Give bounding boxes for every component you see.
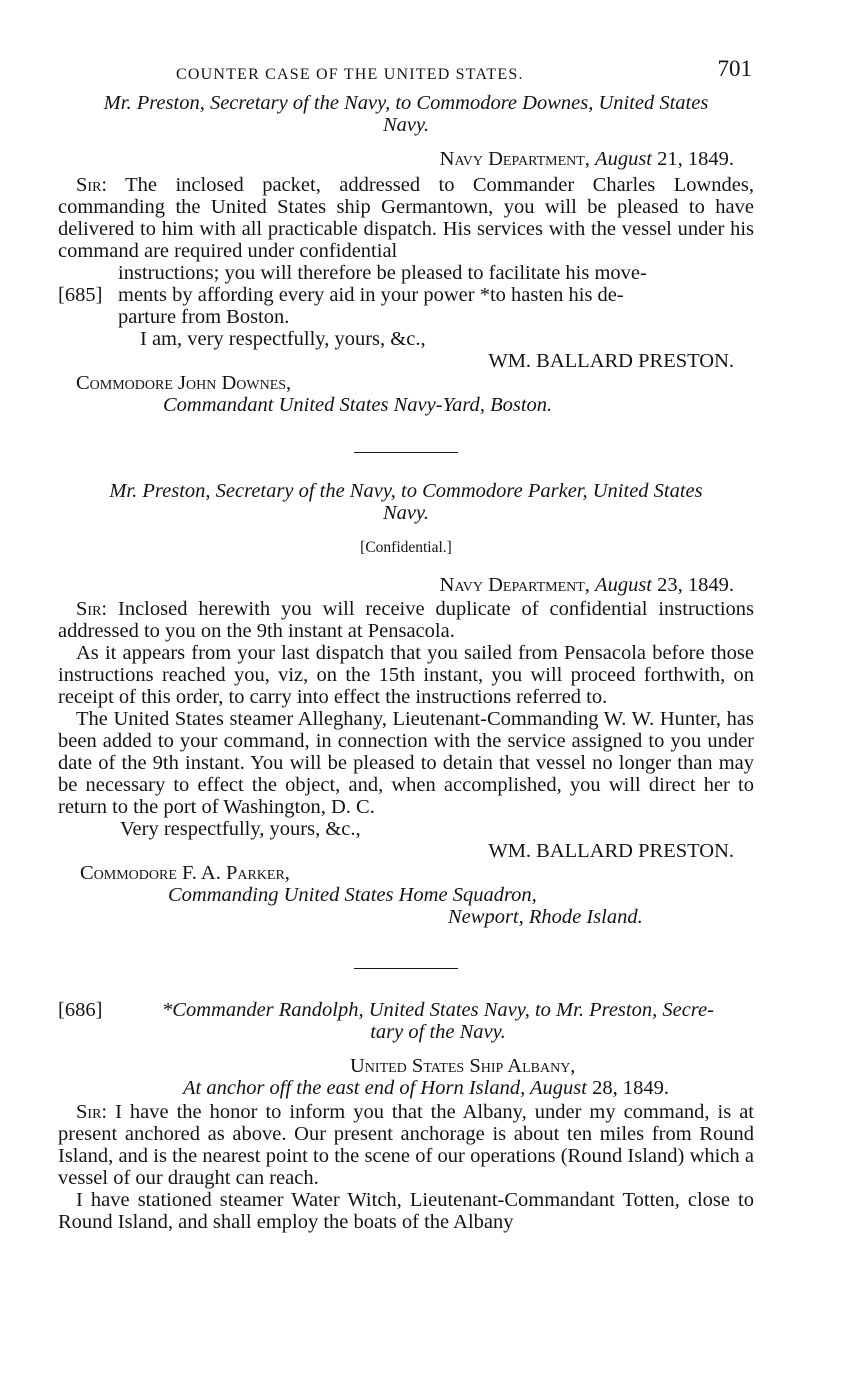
paragraph-1: Sir: Inclosed herewith you will receive duplicate of confidential instructions addressed to you on the 9th instant at Pensacola. [58, 598, 754, 642]
section-divider [354, 968, 458, 969]
dateline-rest: 23, 1849. [652, 574, 734, 596]
addressee-name: Commodore John Downes, [76, 372, 292, 394]
dateline-place: Navy Department [439, 148, 585, 170]
heading-rest: , Secretary of the Navy, to Commodore Downes, United States [199, 92, 709, 114]
confidential-note: [Confidential.] [360, 539, 452, 556]
margin-page-mark: [685] [58, 284, 103, 306]
heading-author: Mr. Preston [103, 92, 200, 114]
heading-end: Navy. [382, 502, 430, 524]
dateline: Navy Department, August 23, 1849. [439, 574, 734, 596]
body-text-4: parture from Boston. [118, 306, 290, 328]
salutation: Sir [76, 1101, 102, 1123]
paragraph-1: Sir: I have the honor to inform you that the Albany, under my command, is at present anchored as above. Our present anchorage is about ten miles from Round Island, and is the nearest point to the scene of our operations (Round Island) which a vessel of our draught can reach. [58, 1101, 754, 1189]
paragraph-2: As it appears from your last dispatch that you sailed from Pensacola before those instructions reached you, viz, on the 15th instant, you will proceed forthwith, on receipt of this order, to carry into effect the instructions referred to. [58, 642, 754, 708]
paragraph-2: I have stationed steamer Water Witch, Lieutenant-Commandant Totten, close to Round Island, and shall employ the boats of the Albany [58, 1189, 754, 1233]
addressee-name: Commodore F. A. Parker, [80, 862, 290, 884]
body-text-3: ments by affording every aid in your power *to hasten his de- [118, 284, 624, 306]
closing: I am, very respectfully, yours, &c., [140, 328, 426, 350]
addressee-line-2: Commanding United States Home Squadron, [168, 884, 537, 906]
salutation: Sir [76, 174, 102, 196]
running-title: COUNTER CASE OF THE UNITED STATES. [176, 66, 524, 83]
heading-rest: , Secretary of the Navy, to Commodore Parker, United States [205, 480, 703, 502]
letter-heading [58, 999, 754, 1043]
paragraph-3: The United States steamer Alleghany, Lieutenant-Commanding W. W. Hunter, has been added to your command, in connection with the service assigned to you under date of the 9th instant. You will be pleased to detain that vessel no longer than may be necessary to effect the object, and, when accomplished, you will direct her to return to the port of Washington, D. C. [58, 708, 754, 818]
dateline: Navy Department, August 21, 1849. [439, 148, 734, 170]
letter-randolph-to-preston [58, 999, 754, 1233]
heading-rest: , United States Navy, to Mr. Preston, Secre- [358, 999, 714, 1021]
letter-heading [58, 92, 754, 136]
heading-end: tary of the Navy. [370, 1021, 506, 1043]
dateline-month: August [595, 148, 652, 170]
addressee-title: Commandant United States Navy-Yard, Boston. [163, 394, 553, 416]
margin-row [58, 284, 754, 306]
letter-preston-to-downes [58, 92, 754, 416]
section-divider [354, 452, 458, 453]
letter-heading [58, 480, 754, 524]
addressee-line-3: Newport, Rhode Island. [448, 906, 643, 928]
document-page [58, 58, 754, 1233]
letter-body [58, 174, 754, 262]
indented-block [58, 262, 754, 328]
heading-end: Navy. [382, 114, 430, 136]
closing: Very respectfully, yours, &c., [120, 818, 361, 840]
place-line-2: At anchor off the east end of Horn Island, August 28, 1849. [183, 1077, 669, 1099]
salutation: Sir [76, 598, 102, 620]
body-text-1: : The inclosed packet, addressed to Commander Charles Lowndes, commanding the United States ship Germantown, you will be pleased to have delivered to him with all practicable dispatch. His services with the vessel under his command are required under confidential [58, 174, 754, 262]
page-number: 701 [717, 56, 752, 81]
signature: WM. BALLARD PRESTON. [488, 840, 734, 862]
letter-preston-to-parker [58, 480, 754, 928]
dateline-rest: 21, 1849. [652, 148, 734, 170]
margin-page-mark: [686] [58, 999, 103, 1021]
signature: WM. BALLARD PRESTON. [488, 350, 734, 372]
dateline-place: Navy Department [439, 574, 585, 596]
heading-author: Mr. Preston [109, 480, 206, 502]
dateline-month: August [595, 574, 652, 596]
heading-author: *Commander Randolph [162, 999, 359, 1021]
place-line-1: United States Ship Albany, [350, 1055, 576, 1077]
body-text-2: instructions; you will therefore be pleased to facilitate his move- [118, 262, 647, 284]
running-header [58, 58, 754, 92]
